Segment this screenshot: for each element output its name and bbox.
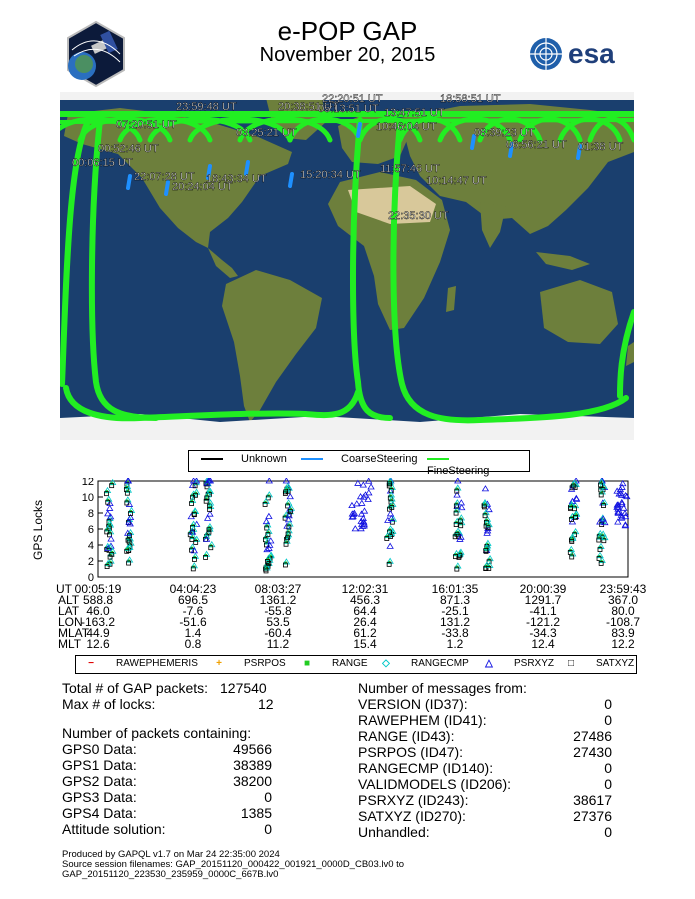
- stats-cell: 12.6: [86, 637, 110, 651]
- packet-count-value: 1385: [240, 805, 272, 821]
- gps-locks-chart: [30, 478, 640, 587]
- legend-label: PSRPOS: [244, 658, 286, 669]
- stats-cell: -7.6: [182, 604, 204, 618]
- message-count-label: RANGE (ID43):: [358, 728, 455, 744]
- packet-type-legend: [75, 655, 637, 674]
- page-title: e-POP GAP: [277, 16, 418, 46]
- stats-cell: -163.2: [80, 615, 116, 629]
- y-tick-label: 12: [81, 478, 94, 488]
- y-tick-label: 6: [87, 524, 94, 536]
- stats-row-label: UT: [56, 582, 72, 596]
- packet-count-label: GPS3 Data:: [62, 789, 137, 805]
- legend-satxyz: [566, 658, 634, 669]
- stats-cell: -108.7: [605, 615, 641, 629]
- stats-cell: -34.3: [529, 626, 557, 640]
- orbit-time-label: 00:52:46 UT: [98, 143, 159, 155]
- esa-logo: [528, 36, 638, 77]
- stats-cell: -41.1: [529, 604, 557, 618]
- esa-logo-text: esa: [568, 38, 615, 69]
- packet-count-label: GPS4 Data:: [62, 805, 137, 821]
- message-count-value: 0: [604, 776, 612, 792]
- total-packets-label: Total # of GAP packets:: [62, 680, 209, 696]
- legend-label: CoarseSteering: [341, 453, 418, 465]
- packet-count-value: 0: [264, 821, 272, 837]
- legend-label: RAWEPHEMERIS: [116, 658, 198, 669]
- orbit-time-label: 01:38 UT: [578, 141, 624, 153]
- message-count-label: RAWEPHEM (ID41):: [358, 712, 487, 728]
- psrxyz-point: [359, 511, 365, 516]
- orbit-time-label: 10:14:47 UT: [426, 175, 487, 187]
- stats-cell: 04:04:23: [169, 582, 217, 596]
- message-count-label: PSRXYZ (ID243):: [358, 792, 469, 808]
- orbit-time-label: 06:56:21 UT: [506, 139, 567, 151]
- stats-cell: 588.8: [82, 593, 114, 607]
- y-tick-label: 10: [81, 492, 94, 504]
- footer: [62, 850, 404, 880]
- packet-count-value: 38389: [233, 757, 272, 773]
- stats-cell: -60.4: [264, 626, 292, 640]
- stats-cell: 1361.2: [259, 593, 297, 607]
- packet-count-label: Attitude solution:: [62, 821, 166, 837]
- packet-count-value: 38200: [233, 773, 272, 789]
- legend-psrxyz: [484, 658, 554, 669]
- stats-cell: 1.2: [446, 637, 464, 651]
- message-count-label: SATXYZ (ID270):: [358, 808, 466, 824]
- containing-header: Number of packets containing:: [62, 725, 252, 741]
- legend-label: RANGECMP: [411, 658, 469, 669]
- psrxyz-point: [105, 511, 111, 516]
- stats-cell: 367.0: [607, 593, 639, 607]
- max-locks-value: 12: [258, 696, 274, 712]
- packet-count-value: 0: [264, 789, 272, 805]
- stats-cell: 61.2: [353, 626, 377, 640]
- message-count-value: 27486: [573, 728, 612, 744]
- psrxyz-point: [107, 505, 113, 510]
- orbit-time-label: 03:25:21 UT: [236, 127, 297, 139]
- stats-cell: 12:02:31: [341, 582, 389, 596]
- stats-cell: 26.4: [353, 615, 377, 629]
- stats-row-label: MLAT: [58, 626, 90, 640]
- stats-row-label: MLT: [58, 637, 82, 651]
- packet-count-value: 49566: [233, 741, 272, 757]
- stats-row-label: ALT: [58, 593, 80, 607]
- orbit-time-label: 18:58:51 UT: [440, 93, 501, 105]
- mission-logo: [62, 20, 130, 93]
- stats-cell: 1.4: [184, 626, 202, 640]
- stats-cell: 53.5: [266, 615, 290, 629]
- message-count-label: RANGECMP (ID140):: [358, 760, 494, 776]
- orbit-time-label: 00:06:15 UT: [72, 157, 133, 169]
- orbit-time-label: 15:20:34 UT: [300, 169, 361, 181]
- legend-line-black: [201, 458, 223, 460]
- legend-range: [302, 658, 368, 669]
- orbit-time-label: 07:20:51 UT: [116, 119, 177, 131]
- stats-cell: 80.0: [611, 604, 635, 618]
- stats-cell: 12.2: [611, 637, 635, 651]
- message-count-value: 27376: [573, 808, 612, 824]
- orbit-time-label: 20:24:04 UT: [172, 181, 233, 193]
- orbit-time-label: 20:38:51 UT: [278, 101, 339, 113]
- y-tick-label: 0: [87, 572, 94, 582]
- stats-cell: 871.3: [439, 593, 471, 607]
- message-count-value: 27430: [573, 744, 612, 760]
- legend-item-fine: [427, 453, 529, 477]
- stats-cell: 15.4: [353, 637, 377, 651]
- stats-cell: 12.4: [531, 637, 555, 651]
- message-count-value: 0: [604, 696, 612, 712]
- orbit-time-label: 10:46:04 UT: [376, 121, 437, 133]
- legend-label: SATXYZ: [596, 658, 635, 669]
- legend-label: PSRXYZ: [514, 658, 555, 669]
- footer-source-line1: Source session filenames: GAP_20151120_000422_001921_0000D_CB03.lv0 to: [62, 859, 405, 870]
- max-locks-label: Max # of locks:: [62, 696, 156, 712]
- message-count-label: VALIDMODELS (ID206):: [358, 776, 512, 792]
- stats-cell: 46.0: [86, 604, 110, 618]
- psrxyz-point: [388, 511, 394, 516]
- stats-row-label: LON: [58, 615, 83, 629]
- legend-line-green: [427, 458, 449, 460]
- psrxyz-point: [360, 482, 366, 487]
- track-legend: [188, 450, 530, 477]
- stats-cell: 00:05:19: [74, 582, 122, 596]
- message-count-label: Unhandled:: [358, 824, 430, 840]
- coarse-steering-segment: [358, 124, 360, 136]
- message-count-label: VERSION (ID37):: [358, 696, 468, 712]
- orbit-time-label: 22:35:30 UT: [388, 210, 449, 222]
- stats-cell: 131.2: [439, 615, 471, 629]
- coarse-steering-segment: [166, 182, 168, 194]
- stats-row-label: LAT: [58, 604, 80, 618]
- message-count-value: 0: [604, 712, 612, 728]
- stats-cell: 0.8: [184, 637, 202, 651]
- orbit-time-label: 08:39:23 UT: [474, 127, 535, 139]
- diamond-icon: ◇: [382, 658, 390, 669]
- psrxyz-point: [482, 486, 488, 491]
- y-tick-label: 2: [87, 556, 94, 568]
- stats-cell: -25.1: [441, 604, 469, 618]
- legend-label: FineSteering: [427, 465, 490, 477]
- stats-cell: 11.2: [266, 637, 290, 651]
- messages-header: Number of messages from:: [358, 680, 527, 696]
- y-tick-label: 4: [87, 540, 94, 552]
- orbit-time-label: 18:43:34 UT: [206, 173, 267, 185]
- message-count-value: 0: [604, 760, 612, 776]
- y-tick-label: 8: [87, 508, 94, 520]
- stats-cell: 696.5: [177, 593, 209, 607]
- stats-cell: 16:01:35: [431, 582, 479, 596]
- plus-icon: +: [216, 658, 222, 669]
- legend-rawephemeris: [86, 658, 198, 669]
- y-axis-label: GPS Locks: [31, 499, 45, 561]
- triangle-icon: △: [485, 658, 493, 669]
- packet-count-label: GPS2 Data:: [62, 773, 137, 789]
- stats-cell: -55.8: [264, 604, 292, 618]
- box-icon: □: [567, 658, 575, 669]
- total-packets-value: 127540: [220, 680, 267, 696]
- orbit-time-label: 22:07:28 UT: [134, 171, 195, 183]
- coarse-steering-segment: [290, 174, 292, 186]
- legend-label: RANGE: [332, 658, 368, 669]
- footer-source-line2: GAP_20151120_223530_235959_0000C_667B.lv0: [62, 869, 279, 880]
- orbit-time-label: 05:13:51 UT: [318, 103, 379, 115]
- footer-produced-by: Produced by GAPQL v1.7 on Mar 24 22:35:00 2024: [62, 849, 280, 860]
- stats-cell: 08:03:27: [254, 582, 302, 596]
- psrxyz-point: [361, 508, 367, 513]
- square-icon: ■: [303, 658, 311, 669]
- stats-cell: 23:59:43: [599, 582, 647, 596]
- dash-icon: −: [88, 658, 94, 669]
- stats-cell: 20:00:39: [519, 582, 567, 596]
- legend-item-coarse: [301, 453, 417, 465]
- message-count-value: 0: [604, 824, 612, 840]
- coarse-steering-segment: [128, 176, 130, 188]
- stats-cell: 456.3: [349, 593, 381, 607]
- orbit-time-label: 23:59:48 UT: [176, 101, 237, 113]
- psrxyz-point: [352, 526, 358, 531]
- legend-rangecmp: [381, 658, 469, 669]
- packet-count-label: GPS1 Data:: [62, 757, 137, 773]
- stats-cell: 1291.7: [524, 593, 562, 607]
- legend-item-unknown: [201, 453, 287, 465]
- page-date: November 20, 2015: [259, 44, 436, 66]
- stats-cell: -121.2: [525, 615, 561, 629]
- orbit-time-label: 13:47:51 UT: [384, 107, 445, 119]
- orbit-time-label: 11:57:46 UT: [380, 163, 440, 175]
- stats-cell: -33.8: [441, 626, 469, 640]
- psrxyz-point: [368, 484, 374, 489]
- message-count-label: PSRPOS (ID47):: [358, 744, 464, 760]
- stats-row-mlt: [58, 638, 658, 650]
- psrxyz-point: [287, 494, 293, 499]
- stats-cell: -51.6: [179, 615, 207, 629]
- message-count-value: 38617: [573, 792, 612, 808]
- psrxyz-point: [263, 519, 269, 524]
- stats-cell: 83.9: [611, 626, 635, 640]
- orbit-time-label: 22:20:51 UT: [322, 93, 383, 105]
- stats-cell: 44.9: [86, 626, 110, 640]
- orbit-track-map: [60, 92, 634, 445]
- psrxyz-point: [359, 500, 365, 505]
- psrxyz-point: [387, 543, 393, 548]
- legend-psrpos: [214, 658, 286, 669]
- packet-count-label: GPS0 Data:: [62, 741, 137, 757]
- legend-label: Unknown: [241, 453, 287, 465]
- stats-cell: 64.4: [353, 604, 377, 618]
- legend-line-blue: [301, 458, 323, 460]
- psrxyz-point: [266, 514, 272, 519]
